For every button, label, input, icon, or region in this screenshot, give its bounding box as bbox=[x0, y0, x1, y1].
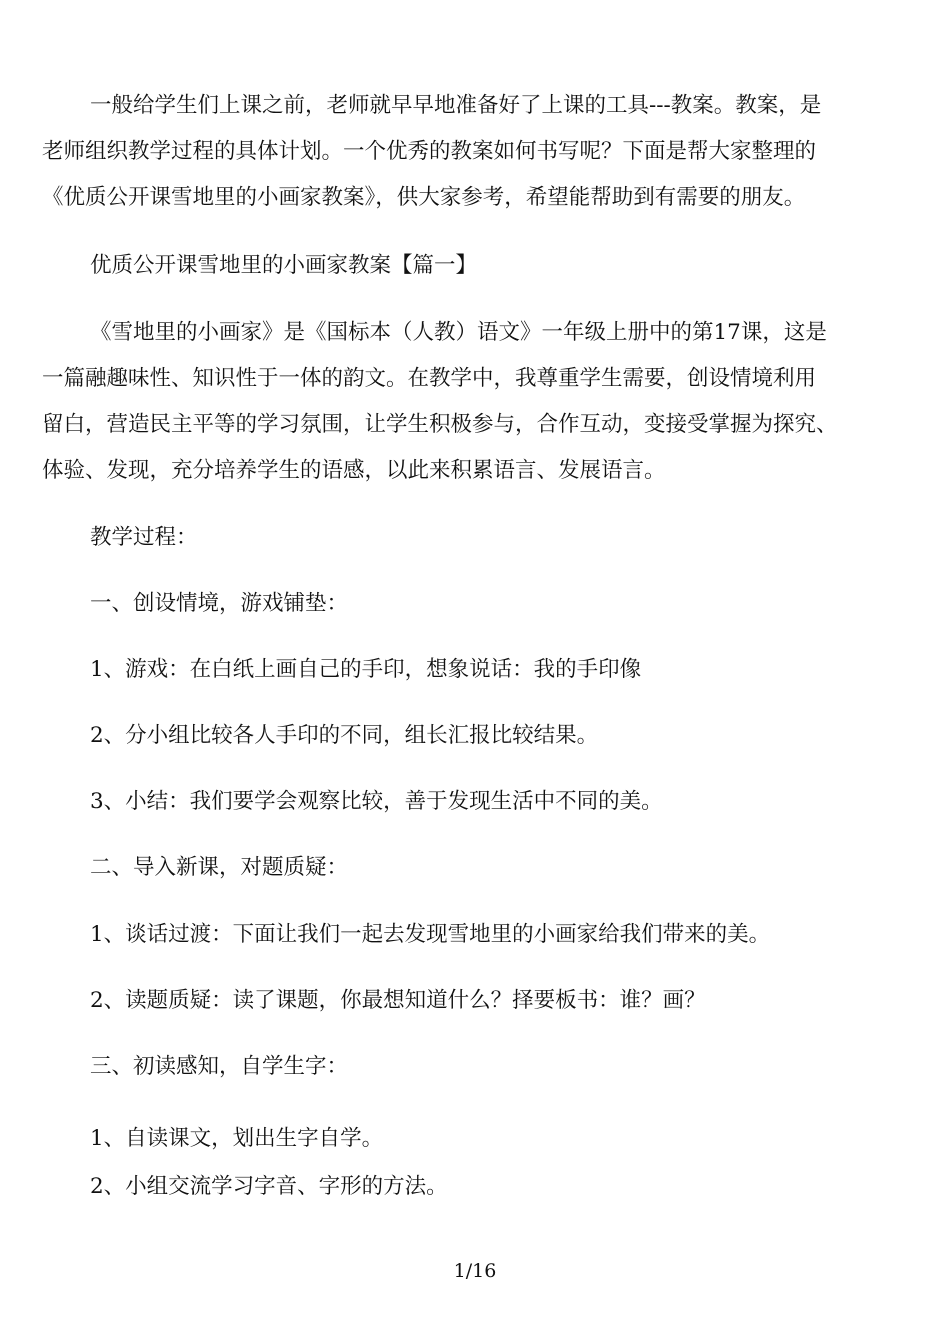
part2-heading: 二、导入新课，对题质疑： bbox=[90, 855, 349, 880]
part3-item-1: 1、自读课文，划出生字自学。 bbox=[90, 1126, 384, 1151]
intro-line-1: 一般给学生们上课之前，老师就早早地准备好了上课的工具---教案。教案，是 bbox=[90, 93, 822, 118]
summary-line-1: 《雪地里的小画家》是《国标本（人教）语文》一年级上册中的第17课，这是 bbox=[90, 320, 827, 345]
part3-item-2: 2、小组交流学习字音、字形的方法。 bbox=[90, 1174, 448, 1199]
summary-line-4: 体验、发现，充分培养学生的语感，以此来积累语言、发展语言。 bbox=[42, 458, 666, 483]
part2-item-1: 1、谈话过渡：下面让我们一起去发现雪地里的小画家给我们带来的美。 bbox=[90, 922, 771, 947]
part1-item-2: 2、分小组比较各人手印的不同，组长汇报比较结果。 bbox=[90, 723, 599, 748]
part1-item-1: 1、游戏：在白纸上画自己的手印，想象说话：我的手印像 bbox=[90, 657, 642, 682]
part1-heading: 一、创设情境，游戏铺垫： bbox=[90, 591, 349, 616]
page-number: 1/16 bbox=[453, 1260, 497, 1282]
section-title: 优质公开课雪地里的小画家教案【篇一】 bbox=[90, 253, 478, 278]
intro-line-2: 老师组织教学过程的具体计划。一个优秀的教案如何书写呢？下面是帮大家整理的 bbox=[42, 139, 817, 164]
process-heading: 教学过程： bbox=[90, 525, 198, 550]
part1-item-3: 3、小结：我们要学会观察比较，善于发现生活中不同的美。 bbox=[90, 789, 663, 814]
summary-line-3: 留白，营造民主平等的学习氛围，让学生积极参与，合作互动，变接受掌握为探究、 bbox=[42, 412, 838, 437]
part2-item-2: 2、读题质疑：读了课题，你最想知道什么？择要板书：谁？画？ bbox=[90, 988, 706, 1013]
part3-heading: 三、初读感知，自学生字： bbox=[90, 1054, 349, 1079]
intro-line-3: 《优质公开课雪地里的小画家教案》，供大家参考，希望能帮助到有需要的朋友。 bbox=[42, 185, 806, 210]
summary-line-2: 一篇融趣味性、知识性于一体的韵文。在教学中，我尊重学生需要，创设情境利用 bbox=[42, 366, 817, 391]
